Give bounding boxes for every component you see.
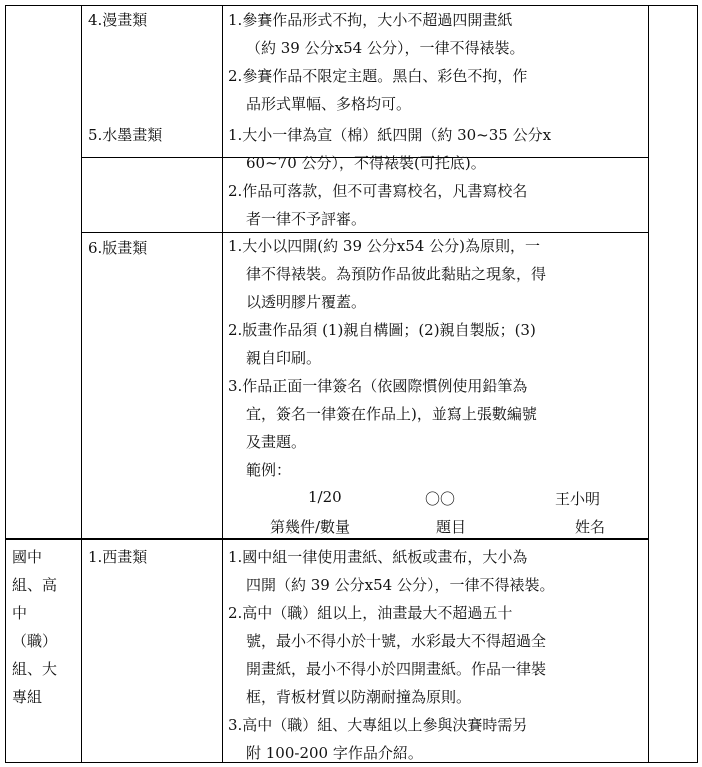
example-title: 〇〇 xyxy=(425,490,456,508)
example-number: 1/20 xyxy=(308,488,342,506)
rule-line: 範例： xyxy=(246,461,292,479)
category-cell: 4.漫畫類 xyxy=(88,11,148,29)
rule-line: 2.版畫作品須 (1)親自構圖；(2)親自製版；(3) xyxy=(228,321,536,339)
rule-line: 品形式單幅、多格均可。 xyxy=(246,95,412,113)
rule-line: 開畫紙，最小不得小於四開畫紙。作品一律裝 xyxy=(246,660,547,678)
group-line: 專組 xyxy=(12,688,43,706)
rule-line: 框，背板材質以防潮耐撞為原則。 xyxy=(246,688,472,706)
rule-line: 律不得裱裝。為預防作品彼此黏貼之現象，得 xyxy=(246,265,547,283)
rules-cell xyxy=(228,121,551,233)
category-cell: 1.西畫類 xyxy=(88,548,148,566)
example-number-label: 第幾件/數量 xyxy=(270,518,351,536)
group-line: （職） xyxy=(12,632,58,650)
rule-line: 2.高中（職）組以上，油畫最大不超過五十 xyxy=(228,604,513,622)
group-line: 中 xyxy=(12,604,28,622)
rule-line: 60~70 公分），不得裱裝(可托底)。 xyxy=(246,154,486,172)
group-line: 組、高 xyxy=(12,576,58,594)
col-divider xyxy=(222,5,223,763)
rule-line: 3.高中（職）組、大專組以上參與決賽時需另 xyxy=(228,716,528,734)
example-name: 王小明 xyxy=(555,490,601,508)
category-cell: 6.版畫類 xyxy=(88,239,148,257)
col-divider xyxy=(81,5,82,763)
rules-cell xyxy=(228,6,527,118)
rule-line: 宜，簽名一律簽在作品上)，並寫上張數編號 xyxy=(246,405,537,423)
col-divider xyxy=(5,5,6,763)
rule-line: 以透明膠片覆蓋。 xyxy=(246,293,367,311)
rule-line: 及畫題。 xyxy=(246,433,307,451)
rules-cell xyxy=(228,543,554,767)
category-cell: 5.水墨畫類 xyxy=(88,126,163,144)
rules-cell xyxy=(228,232,546,484)
group-cell xyxy=(12,543,57,711)
example-name-label: 姓名 xyxy=(575,518,606,536)
rule-line: 四開（約 39 公分x54 公分），一律不得裱裝。 xyxy=(246,576,555,594)
rule-line: 親自印刷。 xyxy=(246,349,322,367)
rule-line: 1.國中組一律使用畫紙、紙板或畫布，大小為 xyxy=(228,548,528,566)
rule-line: 2.作品可落款，但不可書寫校名，凡書寫校名 xyxy=(228,182,528,200)
group-line: 組、大 xyxy=(12,660,58,678)
example-title-label: 題目 xyxy=(436,518,467,536)
rule-line: 1.大小一律為宣（棉）紙四開（約 30~35 公分x xyxy=(228,126,552,144)
group-line: 國中 xyxy=(12,548,43,566)
col-divider xyxy=(648,5,649,763)
col-divider xyxy=(697,5,698,763)
rule-line: 2.參賽作品不限定主題。黑白、彩色不拘，作 xyxy=(228,67,528,85)
rule-line: 3.作品正面一律簽名（依國際慣例使用鉛筆為 xyxy=(228,377,528,395)
rule-line: 附 100-200 字作品介紹。 xyxy=(246,744,423,762)
rule-line: 者一律不予評審。 xyxy=(246,210,367,228)
row-divider xyxy=(5,538,648,540)
rule-line: 1.大小以四開(約 39 公分x54 公分)為原則，一 xyxy=(228,237,540,255)
rule-line: 號，最小不得小於十號，水彩最大不得超過全 xyxy=(246,632,547,650)
rule-line: 1.參賽作品形式不拘，大小不超過四開畫紙 xyxy=(228,11,513,29)
rule-line: （約 39 公分x54 公分），一律不得裱裝。 xyxy=(246,39,525,57)
